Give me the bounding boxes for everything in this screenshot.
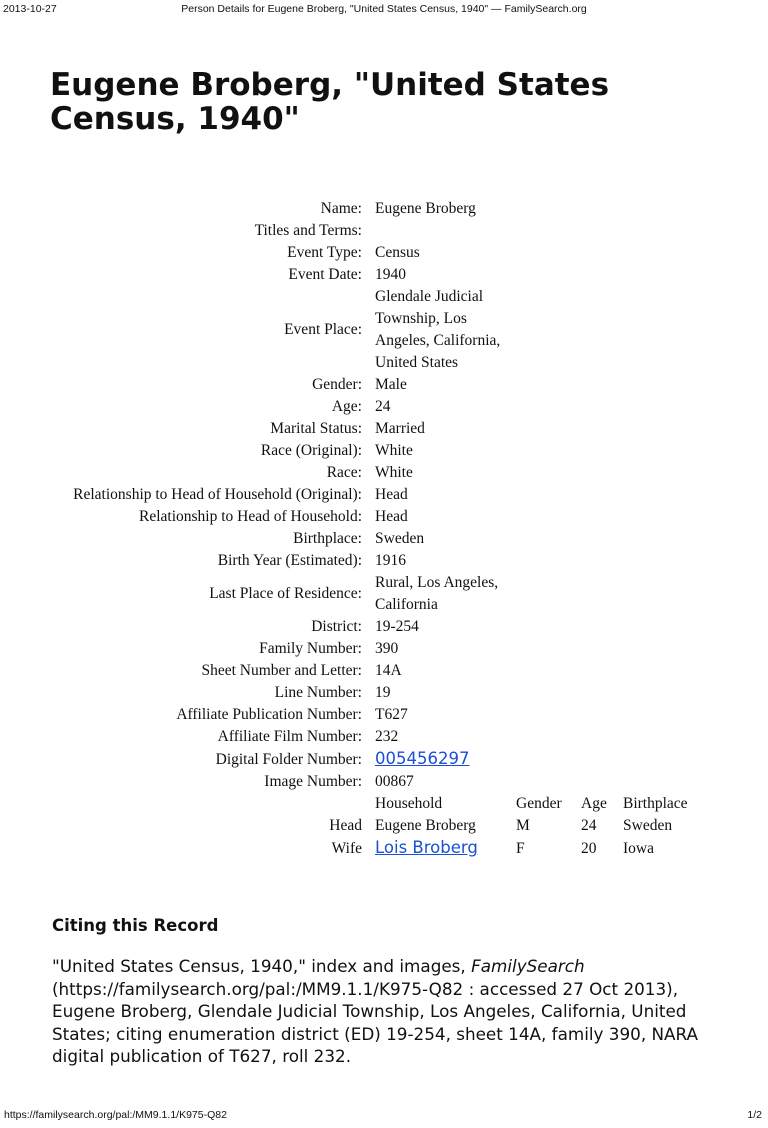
detail-label: Affiliate Publication Number: [176, 706, 362, 723]
household-header-row [0, 793, 688, 815]
household-member-name-cell [362, 837, 508, 860]
household-role-header [0, 793, 362, 815]
household-member-gender: M [516, 817, 530, 834]
detail-row-birth-year [0, 550, 515, 572]
detail-row-line-number [0, 682, 515, 704]
detail-label: Line Number: [274, 684, 362, 701]
detail-value: T627 [375, 706, 408, 723]
household-row [0, 815, 688, 837]
detail-value: 1940 [375, 266, 406, 283]
detail-row-event-date [0, 264, 515, 286]
household-row [0, 837, 688, 860]
detail-row-sheet [0, 660, 515, 682]
detail-row-film-number [0, 726, 515, 748]
detail-row-last-residence [0, 572, 515, 616]
household-member-birthplace: Iowa [623, 839, 654, 857]
detail-row-race-original [0, 440, 515, 462]
citation-text-before: "United States Census, 1940," index and images, [52, 956, 472, 976]
detail-row-image-number [0, 771, 515, 793]
detail-value: Head [375, 486, 408, 503]
detail-label: Image Number: [264, 773, 362, 790]
detail-value: 19-254 [375, 618, 419, 635]
detail-label: Last Place of Residence: [209, 585, 362, 602]
household-column-header: Household [375, 795, 443, 812]
detail-label: Digital Folder Number: [215, 750, 362, 768]
detail-row-district [0, 616, 515, 638]
detail-row-marital-status [0, 418, 515, 440]
detail-value: Rural, Los Angeles, California [375, 574, 499, 613]
detail-row-race [0, 462, 515, 484]
detail-row-relationship-original [0, 484, 515, 506]
detail-value: 1916 [375, 552, 406, 569]
household-member-birthplace: Sweden [623, 817, 673, 834]
detail-label: Race (Original): [260, 442, 362, 459]
birthplace-column-header: Birthplace [623, 795, 688, 812]
citation-source: FamilySearch [471, 956, 585, 976]
print-header [0, 3, 768, 17]
detail-value: 19 [375, 684, 391, 701]
detail-label: Event Type: [287, 244, 362, 261]
detail-value-cell [362, 748, 515, 771]
detail-label: Gender: [312, 376, 362, 393]
detail-value: Census [375, 244, 420, 261]
detail-value: 00867 [375, 773, 414, 790]
household-table [0, 793, 688, 860]
household-member-age: 20 [581, 839, 597, 857]
citation-text [52, 955, 722, 1068]
print-url: https://familysearch.org/pal:/MM9.1.1/K975-Q82 [4, 1109, 227, 1121]
print-page-title: Person Details for Eugene Broberg, "United States Census, 1940" — FamilySearch.org [181, 3, 587, 15]
detail-row-publication-number [0, 704, 515, 726]
household-member-gender: F [516, 839, 525, 857]
detail-value: Male [375, 376, 407, 393]
detail-row-digital-folder [0, 748, 515, 771]
detail-row-event-type [0, 242, 515, 264]
detail-value: 24 [375, 398, 391, 415]
detail-label: Event Place: [284, 321, 362, 338]
detail-value: Married [375, 420, 425, 437]
detail-value: 14A [375, 662, 402, 679]
detail-label: Marital Status: [270, 420, 362, 437]
household-member-link[interactable]: Lois Broberg [375, 838, 478, 857]
detail-value: Sweden [375, 530, 425, 547]
detail-label: Relationship to Head of Household (Original): [73, 486, 362, 503]
household-member-age: 24 [581, 817, 597, 834]
household-role: Head [329, 817, 362, 834]
page-title: Eugene Broberg, "United States Census, 1940" [50, 67, 610, 137]
citation-heading: Citing this Record [52, 916, 219, 935]
record-details-table [0, 198, 515, 793]
detail-value: Eugene Broberg [375, 200, 476, 217]
detail-label: Race: [326, 464, 362, 481]
detail-label: Sheet Number and Letter: [201, 662, 362, 679]
age-column-header: Age [581, 795, 607, 812]
detail-value [362, 220, 515, 242]
detail-label: District: [311, 618, 362, 635]
detail-row-relationship [0, 506, 515, 528]
print-footer [0, 1109, 768, 1123]
detail-value: 390 [375, 640, 399, 657]
digital-folder-link[interactable]: 005456297 [375, 749, 470, 768]
detail-label: Name: [320, 200, 362, 217]
detail-row-name [0, 198, 515, 220]
detail-value: Glendale Judicial Township, Los Angeles, California, United States [375, 288, 501, 371]
detail-row-titles [0, 220, 515, 242]
detail-label: Birth Year (Estimated): [217, 552, 362, 569]
detail-label: Titles and Terms: [254, 222, 362, 239]
detail-label: Affiliate Film Number: [217, 728, 362, 745]
detail-row-gender [0, 374, 515, 396]
detail-label: Relationship to Head of Household: [139, 508, 362, 525]
detail-label: Birthplace: [293, 530, 362, 547]
detail-value: White [375, 464, 413, 481]
detail-value: 232 [375, 728, 399, 745]
detail-value: Head [375, 508, 408, 525]
gender-column-header: Gender [516, 795, 562, 812]
detail-label: Event Date: [288, 266, 362, 283]
detail-row-family-number [0, 638, 515, 660]
detail-row-event-place [0, 286, 515, 374]
detail-label: Family Number: [259, 640, 362, 657]
household-role: Wife [331, 839, 362, 857]
detail-label: Age: [331, 398, 362, 415]
detail-value: White [375, 442, 413, 459]
print-page-number: 1/2 [747, 1109, 762, 1121]
citation-text-after: (https://familysearch.org/pal:/MM9.1.1/K975-Q82 : accessed 27 Oct 2013), Eugene Broberg, Glendale Judicial Township, Los Angeles, California, United States; citing enumeration district (ED) 19-254, sheet 14A, family 390, NARA digital publication of T627, roll 232. [52, 978, 698, 1066]
print-date: 2013-10-27 [3, 3, 57, 15]
household-member-name: Eugene Broberg [375, 817, 476, 834]
detail-row-age [0, 396, 515, 418]
detail-row-birthplace [0, 528, 515, 550]
